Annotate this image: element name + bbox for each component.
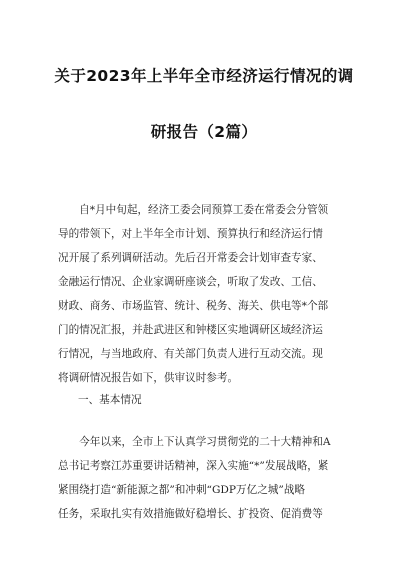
paragraph-line: 财政、商务、市场监管、统计、税务、海关、供电等*个部 (58, 300, 329, 312)
paragraph-line: 任务，采取扎实有效措施做好稳增长、扩投资、促消费等 (58, 508, 323, 520)
paragraph-line: 况开展了系列调研活动。先后召开常委会计划审查专家、 (58, 252, 323, 264)
paragraph-line: 门的情况汇报，并赴武进区和钟楼区实地调研区域经济运 (58, 324, 323, 336)
section-heading: 一、基本情况 (78, 394, 142, 406)
paragraph-line: 金融运行情况、企业家调研座谈会，听取了发改、工信、 (58, 276, 323, 288)
body-paragraph (58, 430, 350, 526)
paragraph-line: 行情况，与当地政府、有关部门负责人进行互动交流。现 (58, 348, 323, 360)
paragraph-line: 总书记考察江苏重要讲话精神，深入实施“*”发展战略，紧 (58, 460, 329, 472)
paragraph-line: 今年以来，全市上下认真学习贯彻党的二十大精神和A (58, 436, 331, 448)
document-title-line-1: 关于2023年上半年全市经济运行情况的调 (54, 67, 354, 85)
paragraph-line: 紧围绕打造“新能源之都”和冲刺“GDP万亿之城”战略 (58, 484, 306, 496)
paragraph-line: 将调研情况报告如下，供审议时参考。 (58, 372, 239, 384)
intro-paragraph (58, 198, 350, 390)
paragraph-line: 导的带领下，对上半年全市计划、预算执行和经济运行情 (58, 228, 323, 240)
paragraph-line: 自*月中旬起，经济工委会同预算工委在常委会分管领 (58, 204, 329, 216)
document-title-line-2: 研报告（2篇） (150, 123, 258, 141)
